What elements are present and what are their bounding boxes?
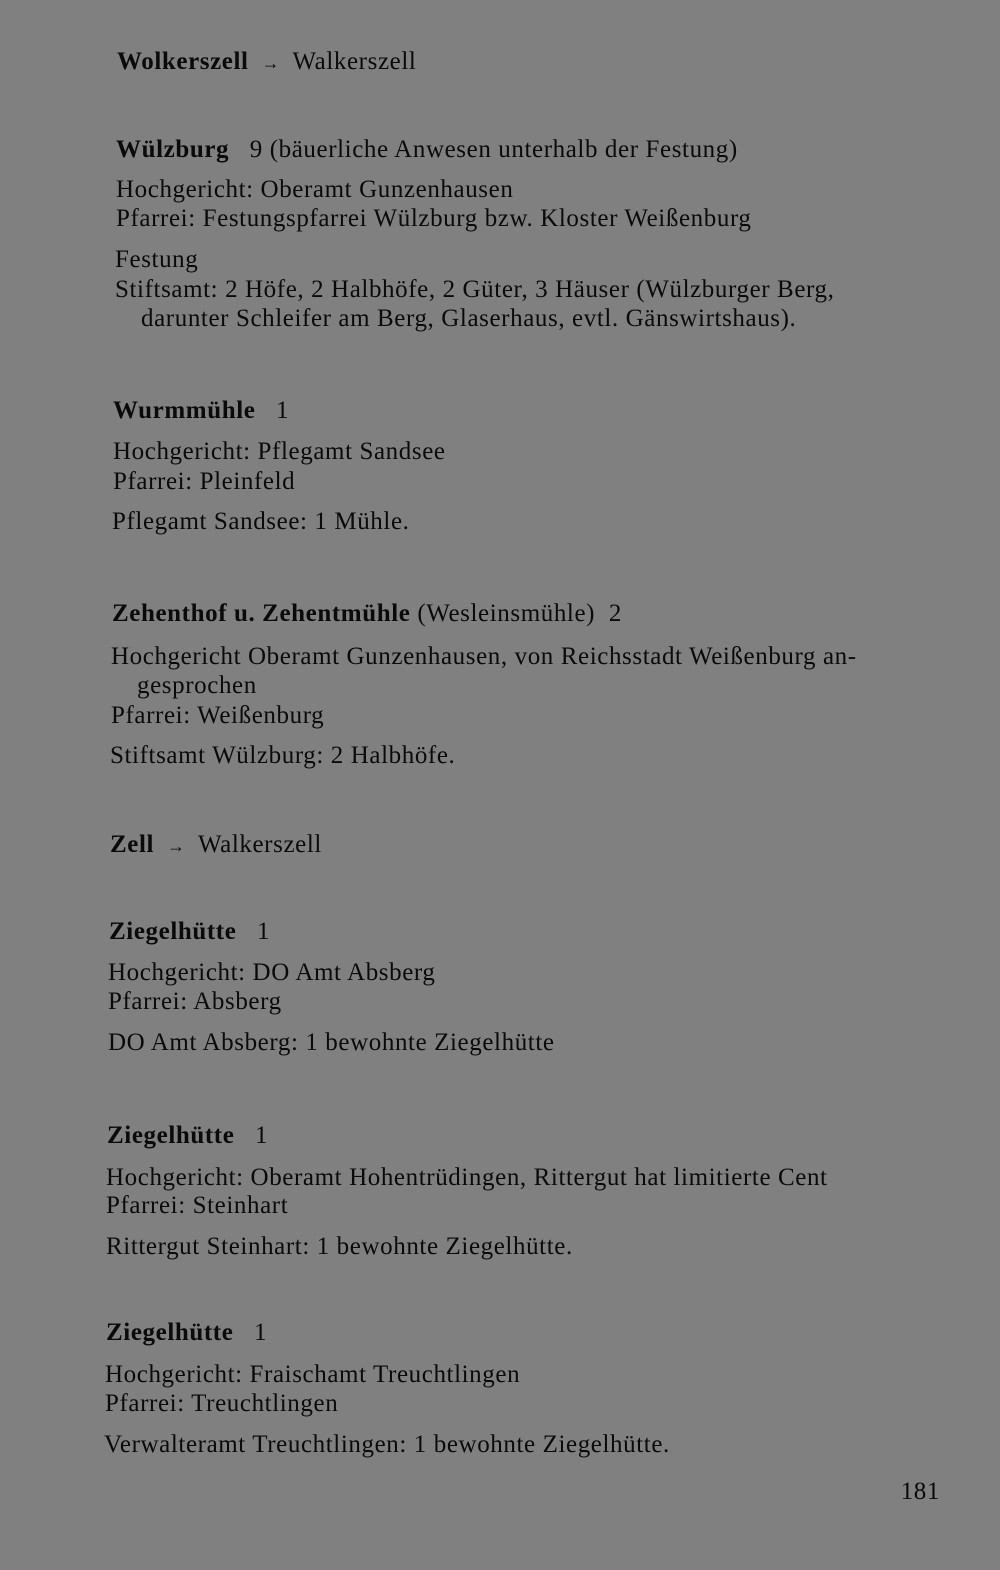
arrow-right-icon: →: [166, 836, 186, 856]
entry-note: (Wesleinsmühle): [417, 600, 596, 627]
entry-line: Verwalteramt Treuchtlingen: 1 bewohnte Ziegelhütte.: [104, 1431, 670, 1458]
entry-see-reference: Walkerszell: [197, 831, 322, 858]
entry-ziegelhutte-heading: [106, 1318, 267, 1348]
entry-name: Zell: [110, 831, 155, 858]
entry-see-reference: Walkerszell: [292, 48, 417, 75]
entry-line: Hochgericht: DO Amt Absberg: [108, 959, 436, 986]
entry-line: darunter Schleifer am Berg, Glaserhaus, evtl. Gänswirtshaus).: [141, 305, 797, 332]
entry-name: Wurmmühle: [113, 397, 256, 424]
entry-wolkerszell-heading: [117, 47, 416, 78]
entry-line: Pfarrei: Pleinfeld: [113, 468, 296, 495]
entry-line: Pfarrei: Weißenburg: [111, 702, 325, 729]
entry-line: Stiftsamt: 2 Höfe, 2 Halbhöfe, 2 Güter, 3 Häuser (Wülzburger Berg,: [115, 276, 835, 303]
entry-line: Pfarrei: Steinhart: [106, 1192, 289, 1219]
entry-line: Hochgericht: Pflegamt Sandsee: [113, 438, 446, 465]
entry-line: Pflegamt Sandsee: 1 Mühle.: [112, 508, 410, 535]
entry-count: 1: [254, 1122, 269, 1149]
page-number: 181: [900, 1478, 940, 1505]
entry-name: Zehenthof u. Zehentmühle: [112, 600, 411, 627]
entry-name: Wülzburg: [116, 136, 230, 163]
entry-zehenthof-heading: [112, 599, 622, 629]
entry-line: Pfarrei: Absberg: [108, 988, 282, 1015]
entry-line: Hochgericht: Fraischamt Treuchtlingen: [105, 1361, 521, 1388]
entry-ziegelhutte-heading: [107, 1121, 268, 1151]
entry-wurmmuhle-heading: [113, 396, 289, 426]
entry-line: gesprochen: [137, 672, 257, 699]
entry-count: 1: [256, 918, 271, 945]
entry-zell-heading: [110, 830, 322, 861]
entry-line: Stiftsamt Wülzburg: 2 Halbhöfe.: [110, 742, 456, 769]
entry-line: DO Amt Absberg: 1 bewohnte Ziegelhütte: [108, 1029, 555, 1056]
entry-count: 2: [608, 600, 622, 627]
entry-wulzburg-heading: [116, 135, 738, 165]
entry-count: 1: [276, 397, 290, 424]
entry-line: Festung: [115, 246, 199, 273]
entry-line: Hochgericht: Oberamt Hohentrüdingen, Rittergut hat limitierte Cent: [106, 1164, 828, 1191]
entry-line: Hochgericht Oberamt Gunzenhausen, von Reichsstadt Weißenburg an-: [111, 643, 857, 670]
entry-count: 1: [253, 1319, 268, 1346]
entry-line: Pfarrei: Treuchtlingen: [105, 1390, 339, 1417]
entry-name: Ziegelhütte: [106, 1319, 234, 1346]
entry-name: Ziegelhütte: [107, 1122, 235, 1149]
entry-ziegelhutte-heading: [109, 917, 270, 947]
entry-note: (bäuerliche Anwesen unterhalb der Festung): [269, 136, 738, 163]
entry-name: Ziegelhütte: [109, 918, 237, 945]
entry-line: Rittergut Steinhart: 1 bewohnte Ziegelhütte.: [106, 1233, 573, 1260]
entry-line: Hochgericht: Oberamt Gunzenhausen: [116, 176, 514, 203]
arrow-right-icon: →: [261, 53, 281, 73]
entry-name: Wolkerszell: [117, 48, 249, 75]
entry-count: 9: [249, 136, 263, 163]
entry-line: Pfarrei: Festungspfarrei Wülzburg bzw. Kloster Weißenburg: [116, 205, 752, 232]
